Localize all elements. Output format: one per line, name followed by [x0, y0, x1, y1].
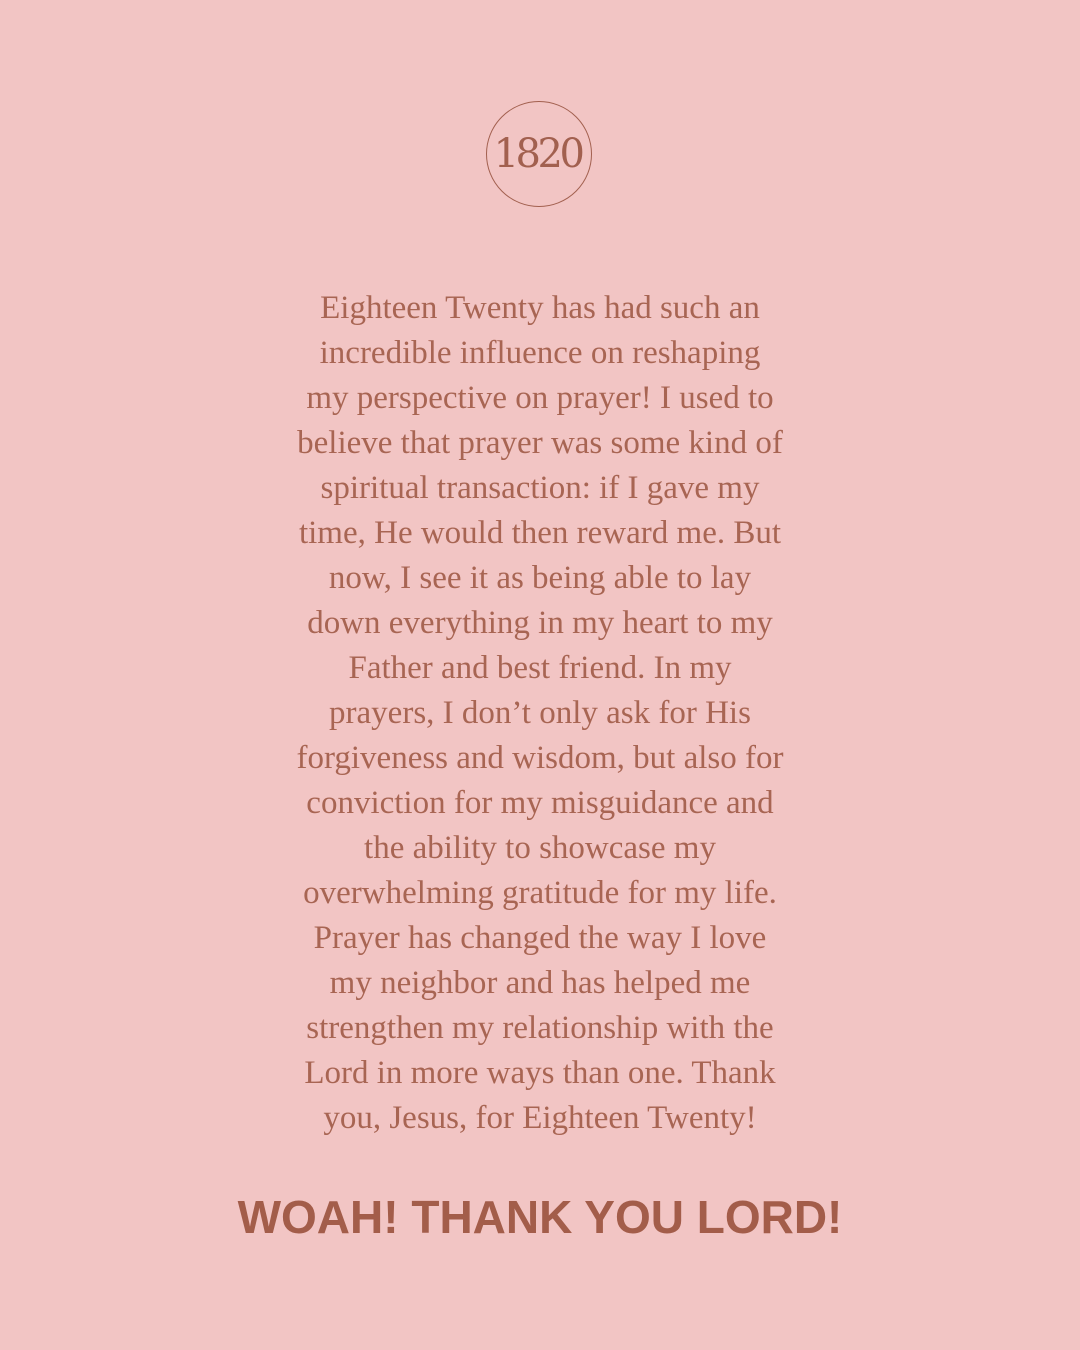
testimonial-line: Prayer has changed the way I love	[313, 920, 767, 956]
testimonial-line: strengthen my relationship with the	[306, 1010, 774, 1046]
testimonial-line: spiritual transaction: if I gave my	[320, 470, 760, 506]
testimonial-line: you, Jesus, for Eighteen Twenty!	[323, 1100, 757, 1136]
logo-text: 1820	[493, 131, 582, 177]
closing-heading: WOAH! THANK YOU LORD!	[237, 1191, 843, 1243]
testimonial-line: my neighbor and has helped me	[329, 965, 751, 1001]
testimonial-line: now, I see it as being able to lay	[328, 560, 752, 596]
testimonial-line: incredible influence on reshaping	[319, 335, 761, 371]
testimonial-text	[240, 286, 840, 1141]
testimonial-line: Eighteen Twenty has had such an	[320, 290, 760, 326]
testimonial-line: believe that prayer was some kind of	[297, 425, 783, 461]
testimonial-line: my perspective on prayer! I used to	[306, 380, 774, 416]
testimonial-line: the ability to showcase my	[364, 830, 716, 866]
testimonial-line: Father and best friend. In my	[348, 650, 732, 686]
testimonial-line: time, He would then reward me. But	[298, 515, 782, 551]
brand-logo	[486, 101, 592, 207]
testimonial-line: conviction for my misguidance and	[306, 785, 774, 821]
testimonial-line: down everything in my heart to my	[307, 605, 773, 641]
testimonial-line: prayers, I don’t only ask for His	[329, 695, 751, 731]
testimonial-line: overwhelming gratitude for my life.	[303, 875, 777, 911]
testimonial-line: forgiveness and wisdom, but also for	[296, 740, 784, 776]
testimonial-line: Lord in more ways than one. Thank	[304, 1055, 776, 1091]
